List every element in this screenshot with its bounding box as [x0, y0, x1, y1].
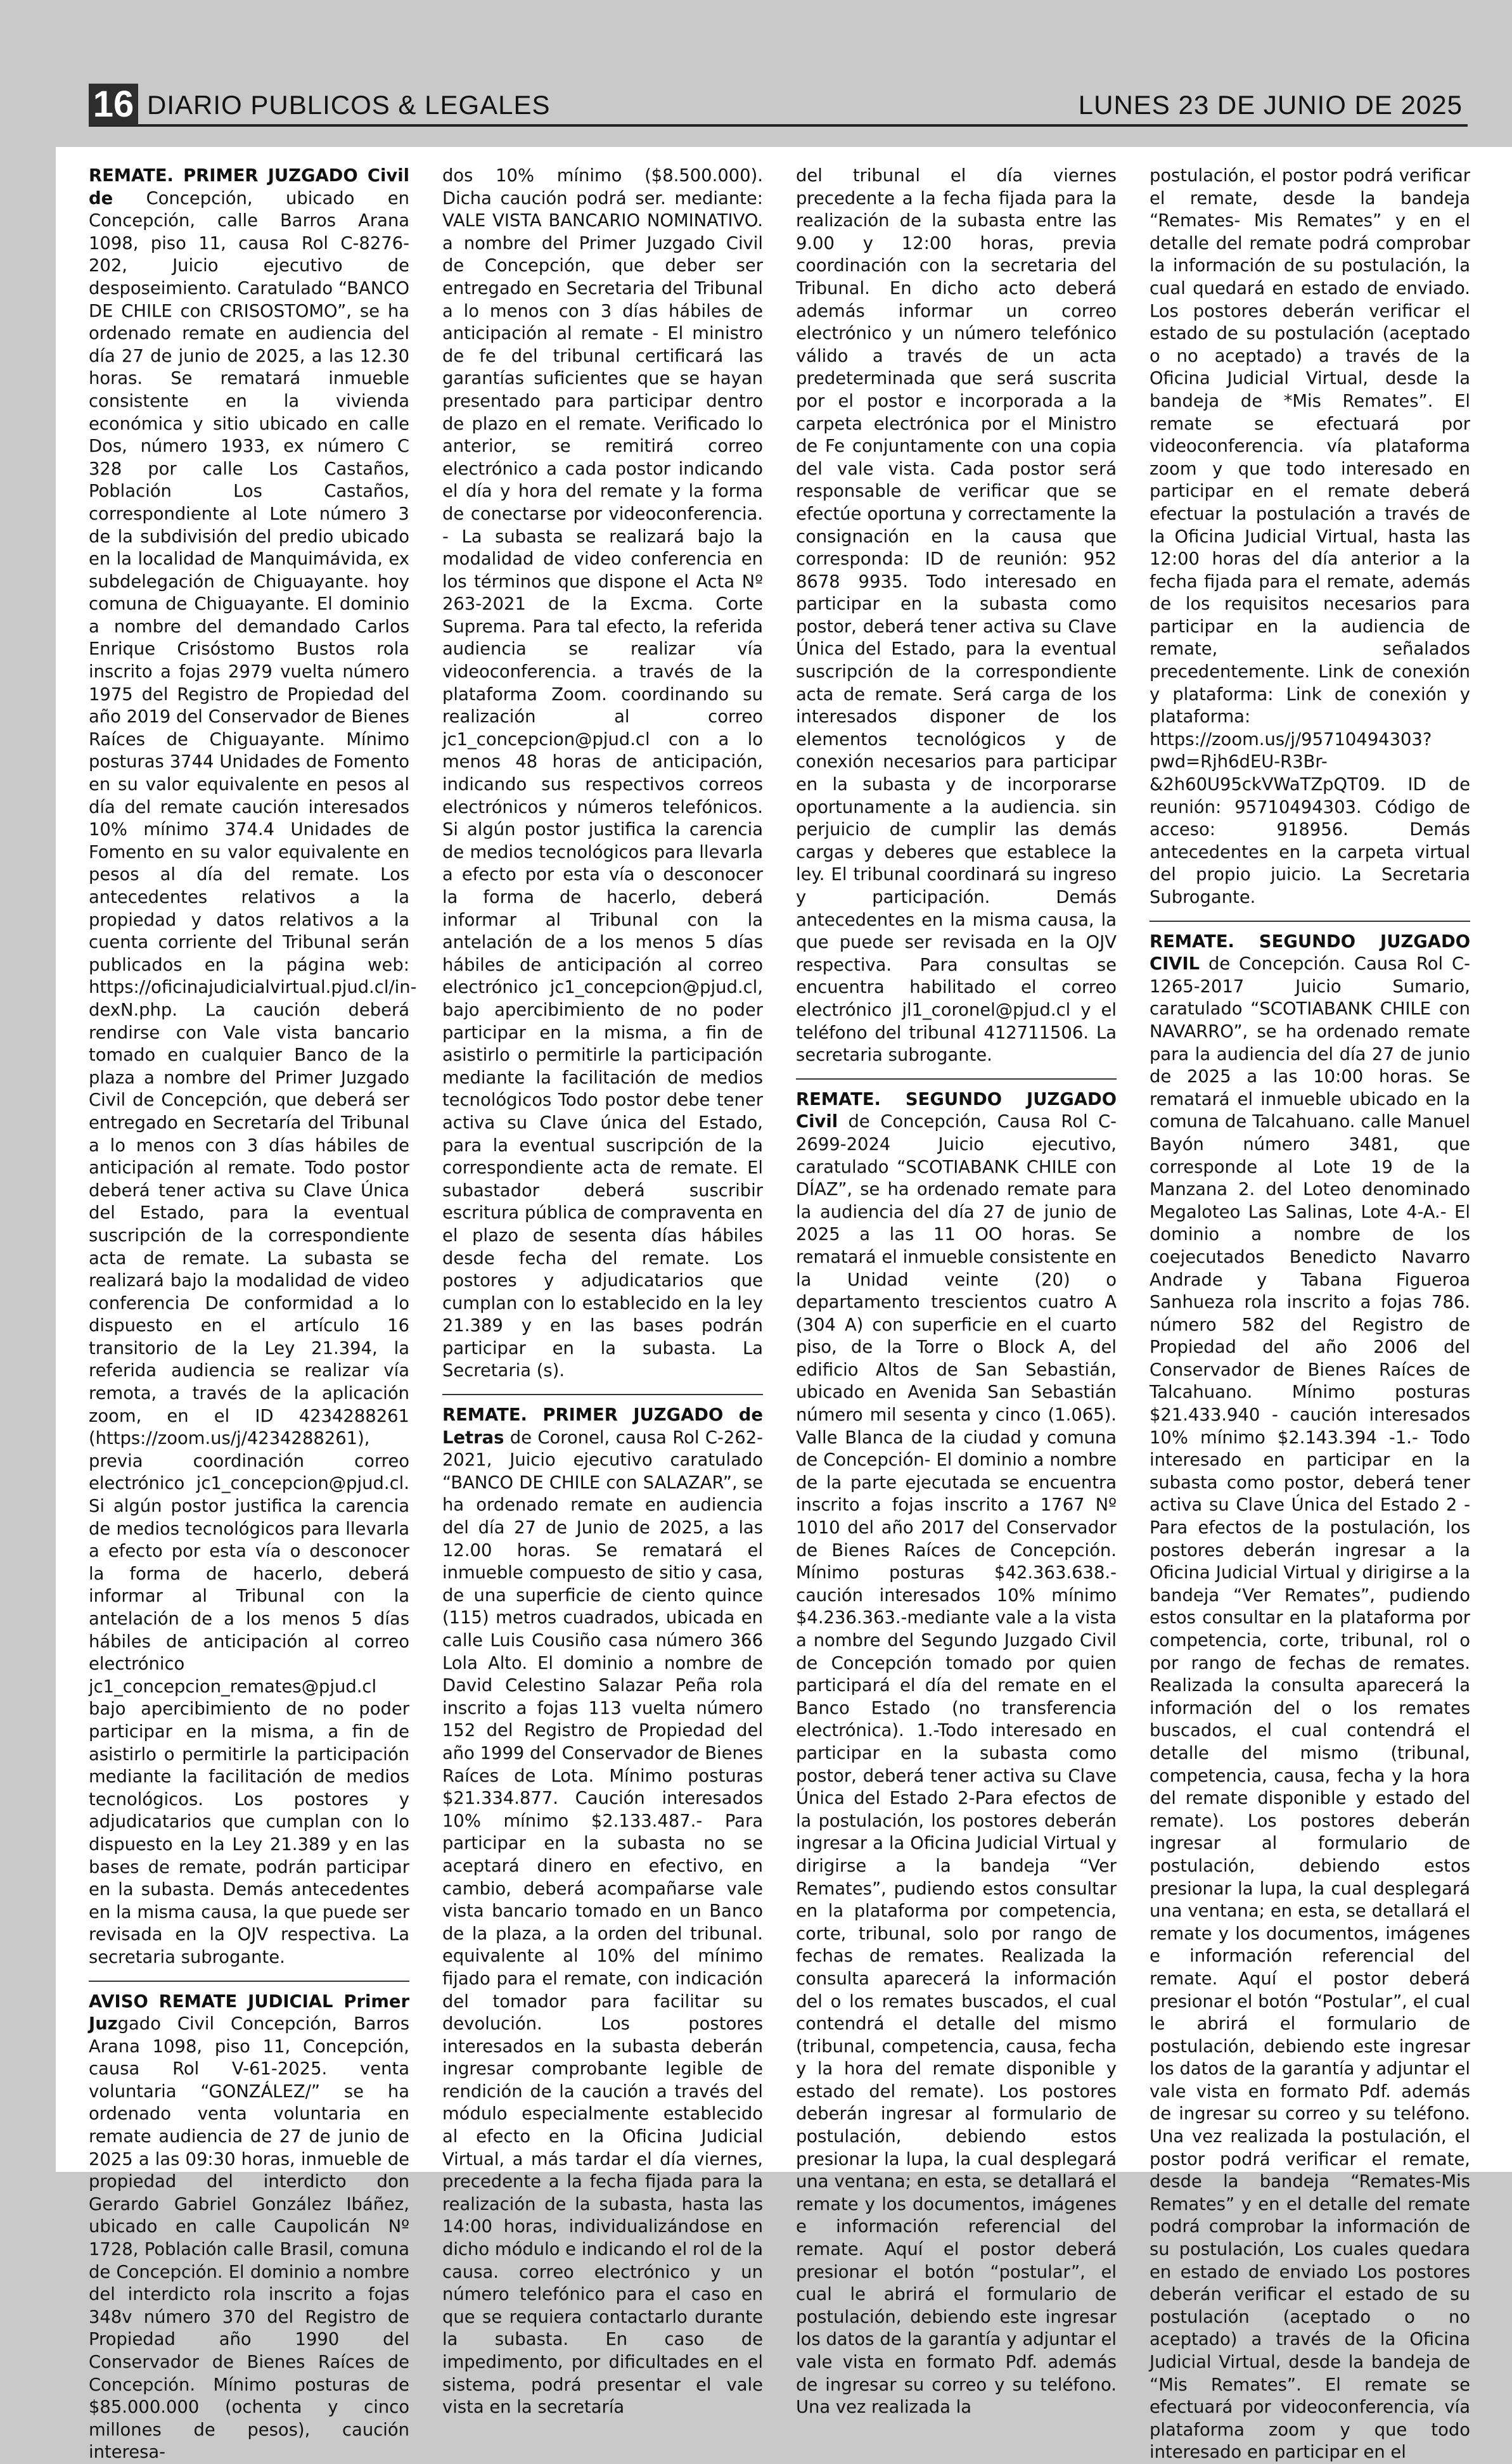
- notice-divider: [442, 1394, 763, 1395]
- notice-continuation: [442, 165, 763, 1382]
- notice-text: Concepción, ubicado en Concepción, calle Barros Arana 1098, piso 11, causa Rol C-8276-202, Juicio ejecutivo de desposeimiento. Caratulado “BANCO DE CHILE con CRISOSTOMO”, se ha ordenado remate en audiencia del día 27 de junio de 2025, a las 12.30 horas. Se rematará inmueble consistente en la vivienda económica y sitio ubicado en calle Dos, número 1933, ex número C 328 por calle Los Castaños, Población Los Castaños, correspondiente al Lote número 3 de la subdivisión del predio ubicado en la localidad de Manquimávida, ex subdelegación de Chiguayante. hoy comuna de Chiguayante. El dominio a nombre del demandado Carlos Enrique Crisóstomo Bustos rola inscrito a fojas 2979 vuelta número 1975 del Registro de Propiedad del año 2019 del Conservador de Bienes Raíces de Chiguayante. Mínimo posturas 3744 Unidades de Fomento en su valor equivalente en pesos al día del remate caución interesados 10% mínimo 374.4 Unidades de Fomento en su valor equivalente en pesos al día del remate. Los antecedentes relativos a la propiedad y datos relativos a la cuenta corriente del Tribunal serán publicados en la página web: https://oficinajudicialvirtual.pjud.cl/in-dexN.php. La caución deberá rendirse con Vale vista bancario tomado en cualquier Banco de la plaza a nombre del Primer Juzgado Civil de Concepción, que deberá ser entregado en Secretaría del Tribunal a lo menos con 3 días hábiles de anticipación al remate. Todo postor deberá tener activa su Clave Única del Estado, para la eventual suscripción de la correspondiente acta de remate. La subasta se realizará bajo la modalidad de video conferencia De conformidad a lo dispuesto en el artículo 16 transitorio de la Ley 21.394, la referida audiencia se realizar vía remota, a través de la aplicación zoom, en el ID 4234288261 (https://zoom.us/j/4234288261), previa coordinación correo electrónico jc1_concepcion@pjud.cl. Si algún postor justifica la carencia de medios tecnológicos para llevarla a efecto por esta vía o desconocer la forma de hacerlo, deberá informar al Tribunal con la antelación de a los menos 5 días hábiles de anticipación al correo electrónico jc1_concepcion_remates@pjud.cl bajo apercibimiento de no poder participar en la misma, a fin de asistirlo o permitirle la participación mediante la facilitación de medios tecnológicos. Los postores y adjudicatarios que cumplan con lo dispuesto en la Ley 21.389 y en las bases de remate, podrán participar en la subasta. Demás antecedentes en la misma causa, la que puede ser revisada en la OJV respectiva. La secretaria subrogante.: [89, 188, 417, 1967]
- publication-name: DIARIO PUBLICOS & LEGALES: [147, 90, 551, 120]
- page-content: [56, 147, 1512, 2463]
- notice-heading: REMATE. PRIMER JUZGADO de Letras: [442, 1405, 763, 1448]
- notice-aviso-remate-judicial: [89, 1991, 409, 2464]
- column-2: [442, 165, 763, 2418]
- notice-text: dos 10% mínimo ($8.500.000). Dicha caución podrá ser. mediante: VALE VISTA BANCARIO NOMINATIVO. a nombre del Primer Juzgado Civil de Concepción, que deber ser entregado en Secretaria del Tribunal a lo menos con 3 días hábiles de anticipación al remate - El ministro de fe del tribunal certificará las garantías suficientes que se hayan presentado para participar dentro de plazo en el remate. Verificado lo anterior, se remitirá correo electrónico a cada postor indicando el día y hora del remate y la forma de conectarse por videoconferencia. - La subasta se realizará bajo la modalidad de video conferencia en los términos que dispone el Acta Nº 263-2021 de la Excma. Corte Suprema. Para tal efecto, la referida audiencia se realizar vía videoconferencia. a través de la plataforma Zoom. coordinando su realización al correo jc1_concepcion@pjud.cl con a lo menos 48 horas de anticipación, indicando sus respectivos correos electrónicos y números telefónicos. Si algún postor justifica la carencia de medios tecnológicos para llevarla a efecto por esta vía o desconocer la forma de hacerlo, deberá informar al Tribunal con la antelación de a los menos 5 días hábiles de anticipación al correo electrónico jc1_concepcion@pjud.cl, bajo apercibimiento de no poder participar en la misma, a fin de asistirlo o permitirle la participación mediante la facilitación de medios tecnológicos Todo postor debe tener activa su Clave única del Estado, para la eventual suscripción de la correspondiente acta de remate. El subastador deberá suscribir escritura pública de compraventa en el plazo de sesenta días hábiles desde fecha del remate. Los postores y adjudicatarios que cumplan con lo establecido en la ley 21.389 y en las bases podrán participar en la subasta. La Secretaria (s).: [442, 166, 763, 1381]
- page-header: [89, 79, 1468, 127]
- notice-continuation: [796, 165, 1117, 1067]
- notice-heading: REMATE. SEGUNDO JUZGADO CIVIL: [1150, 931, 1470, 974]
- column-4: [1150, 165, 1470, 2463]
- column-1: [89, 165, 417, 2463]
- notice-text: postulación, el postor podrá verificar el remate, desde la bandeja “Remates- Mis Remates” y en el detalle del remate podrá comprobar la información de su postulación, la cual quedará en estado de enviado. Los postores deberán verificar el estado de su postulación (aceptado o no aceptado) a través de la Oficina Judicial Virtual, desde la bandeja de *Mis Remates”. El remate se efectuará por videoconferencia. vía plataforma zoom y que todo interesado en participar en el remate deberá efectuar la postulación a través de la Oficina Judicial Virtual, hasta las 12:00 horas del día anterior a la fecha fijada para el remate, además de los requisitos necesarios para participar en la audiencia de remate, señalados precedentemente. Link de conexión y plataforma: Link de conexión y plataforma: https://zoom.us/j/95710494303?pwd=Rjh6dEU-R3Br-&2h60U95ckVWaTZpQT09. ID de reunión: 95710494303. Código de acceso: 918956. Demás antecedentes en la carpeta virtual del propio juicio. La Secretaria Subrogante.: [1150, 166, 1470, 907]
- notice-heading: AVISO REMATE JUDICIAL Primer Juz: [89, 1991, 409, 2034]
- notice-heading: REMATE. SEGUNDO JUZGADO Civil: [796, 1089, 1117, 1132]
- notice-text: del tribunal el día viernes precedente a la fecha fijada para la realización de la subasta entre las 9.00 y 12:00 horas, previa coordinación con la secretaria del Tribunal. En dicho acto deberá además informar un correo electrónico y un número telefónico válido a través de un acta predeterminada que será suscrita por el postor e incorporada a la carpeta electrónica por el Ministro de Fe conjuntamente con una copia del vale vista. Cada postor será responsable de verificar que se efectúe oportuna y correctamente la consignación en la causa que corresponda: ID de reunión: 952 8678 9935. Todo interesado en participar en la subasta como postor, deberá tener activa su Clave Única del Estado, para la eventual suscripción de la correspondiente acta de remate. Será carga de los interesados disponer de los elementos tecnológicos y de conexión necesarios para participar en la subasta y de incorporarse oportunamente a la audiencia. sin perjuicio de cumplir las demás cargas y deberes que establece la ley. El tribunal coordinará su ingreso y participación. Demás antecedentes en la misma causa, la que puede ser revisada en la OJV respectiva. Para consultas se encuentra habilitado el correo electrónico jl1_coronel@pjud.cl y el teléfono del tribunal 412711506. La secretaria subrogante.: [796, 166, 1117, 1066]
- notice-text: de Coronel, causa Rol C-262-2021, Juicio ejecutivo caratulado “BANCO DE CHILE con SALAZAR”, se ha ordenado remate en audiencia del día 27 de Junio de 2025, a las 12.00 horas. Se rematará el inmueble compuesto de sitio y casa, de una superficie de ciento quince (115) metros cuadrados, ubicada en calle Luis Cousiño casa número 366 Lola Alto. El dominio a nombre de David Celestino Salazar Peña rola inscrito a fojas 113 vuelta número 152 del Registro de Propiedad del año 1999 del Conservador de Bienes Raíces de Lota. Mínimo posturas $21.334.877. Caución interesados 10% mínimo $2.133.487.- Para participar en la subasta no se aceptará dinero en efectivo, en cambio, deberá acompañarse vale vista bancario tomado en un Banco de la plaza, a la orden del tribunal. equivalente al 10% del mínimo fijado para el remate, con indicación del tomador para facilitar su devolución. Los postores interesados en la subasta deberán ingresar comprobante legible de rendición de la caución a través del módulo especialmente establecido al efecto en la Oficina Judicial Virtual, a más tardar el día viernes, precedente a la fecha fijada para la realización de la subasta, hasta las 14:00 horas, individualizándose en dicho módulo e indicando el rol de la causa. correo electrónico y un número telefónico para el caso en que se requiera contactarlo durante la subasta. En caso de impedimento, por dificultades en el sistema, podrá presentar el vale vista en la secretaría: [442, 1427, 763, 2418]
- column-3: [796, 165, 1117, 2418]
- notice-text: de Concepción. Causa Rol C-1265-2017 Juicio Sumario, caratulado “SCOTIABANK CHILE con NAVARRO”, se ha ordenado remate para la audiencia del día 27 de junio de 2025 a las 10:00 horas. Se rematará el inmueble ubicado en la comuna de Talcahuano. calle Manuel Bayón número 3481, que corresponde al Lote 19 de la Manzana 2. del Loteo denominado Megaloteo Las Salinas, Lote 4-A.- El dominio a nombre de los coejecutados Benedicto Navarro Andrade y Tabana Figueroa Sanhueza rola inscrito a fojas 786. número 582 del Registro de Propiedad del año 2006 del Conservador de Bienes Raíces de Talcahuano. Mínimo posturas $21.433.940 - caución interesados 10% mínimo $2.143.394 -1.- Todo interesado en participar en la subasta como postor, deberá tener activa su Clave Única del Estado 2 -Para efectos de la postulación, los postores deberán ingresar a la Oficina Judicial Virtual y dirigirse a la bandeja “Ver Remates”, pudiendo estos consultar en la plataforma por competencia, corte, tribunal, rol o por rango de fechas de remates. Realizada la consulta aparecerá la información del o los remates buscados, el cual contendrá el detalle del mismo (tribunal, competencia, causa, fecha y la hora del remate disponible y estado del remate). Los postores deberán ingresar al formulario de postulación, debiendo estos presionar la lupa, la cual desplegará una ventana; en esta, se detallará el remate y los documentos, imágenes e información referencial del remate. Aquí el postor deberá presionar el botón “Postular”, el cual le abrirá el formulario de postulación, debiendo este ingresar los datos de la garantía y adjuntar el vale vista en formato Pdf. además de ingresar su correo y su teléfono. Una vez realizada la postulación, el postor podrá verificar el remate, desde la bandeja “Remates-Mis Remates” y en el detalle del remate podrá comprobar la información de su postulación, Los cuales quedara en estado de enviado Los postores deberán verificar el estado de su postulación (aceptado o no aceptado) a través de la Oficina Judicial Virtual, desde la bandeja de “Mis Remates”. El remate se efectuará por videoconferencia, vía plataforma zoom y que todo interesado en participar en el: [1150, 954, 1470, 2463]
- notice-heading: REMATE. PRIMER JUZGADO Civil de: [89, 166, 409, 208]
- publication-date: LUNES 23 DE JUNIO DE 2025: [1078, 90, 1463, 120]
- notice-text: gado Civil Concepción, Barros Arana 1098, piso 11, Concepción, causa Rol V-61-2025. venta voluntaria “GONZÁLEZ/” se ha ordenado venta voluntaria en remate audiencia de 27 de junio de 2025 a las 09:30 horas, inmueble de propiedad del interdicto don Gerardo Gabriel González Ibáñez, ubicado en calle Caupolicán Nº 1728, Población calle Brasil, comuna de Concepción. El dominio a nombre del interdicto rola inscrito a fojas 348v número 370 del Registro de Propiedad año 1990 del Conservador de Bienes Raíces de Concepción. Mínimo posturas de $85.000.000 (ochenta y cinco millones de pesos), caución interesa-: [89, 2014, 409, 2463]
- page-number: 16: [89, 84, 138, 125]
- notice-text: de Concepción, Causa Rol C-2699-2024 Juicio ejecutivo, caratulado “SCOTIABANK CHILE con DÍAZ”, se ha ordenado remate para la audiencia del día 27 de junio de 2025 a las 11 OO horas. Se rematará el inmueble consistente en la Unidad veinte (20) o departamento trescientos cuatro A (304 A) con superficie en el cuarto piso, de la Torre o Block A, del edificio Altos de San Sebastián, ubicado en Avenida San Sebastián número mil sesenta y cinco (1.065). Valle Blanca de la ciudad y comuna de Concepción- El dominio a nombre de la parte ejecutada se encuentra inscrito a fojas inscrito a 1767 Nº 1010 del año 2017 del Conservador de Bienes Raíces de Concepción. Mínimo posturas $42.363.638.- caución interesados 10% mínimo $4.236.363.-mediante vale a la vista a nombre del Segundo Juzgado Civil de Concepción tomado por quien participará el día del remate en el Banco Estado (no transferencia electrónica). 1.-Todo interesado en participar en la subasta como postor, deberá tener activa su Clave Única del Estado 2-Para efectos de la postulación, los postores deberán ingresar a la Oficina Judicial Virtual y dirigirse a la bandeja “Ver Remates”, pudiendo estos consultar en la plataforma por competencia, corte, tribunal, solo por rango de fechas de remates. Realizada la consulta aparecerá la información del o los remates buscados, el cual contendrá el detalle del mismo (tribunal, competencia, causa, fecha y la hora del remate disponible y estado del remate). Los postores deberán ingresar al formulario de postulación, debiendo estos presionar la lupa, la cual desplegará una ventana; en esta, se detallará el remate y los documentos, imágenes e información referencial del remate. Aquí el postor deberá presionar el botón “postular”, el cual le abrirá el formulario de postulación, debiendo este ingresar los datos de la garantía y adjuntar el vale vista en formato Pdf. además de ingresar su correo y su teléfono. Una vez realizada la: [796, 1112, 1117, 2418]
- notice-remate-segundo-juzgado-civil-talcahuano: [1150, 931, 1470, 2464]
- notice-remate-segundo-juzgado-civil: [796, 1088, 1117, 2419]
- notice-remate-primer-juzgado-civil: [89, 165, 417, 1969]
- notice-divider: [1150, 921, 1470, 922]
- notice-divider: [89, 1981, 409, 1982]
- notice-divider: [796, 1078, 1117, 1080]
- notice-remate-primer-juzgado-letras-coronel: [442, 1404, 763, 2419]
- notice-continuation: [1150, 165, 1470, 909]
